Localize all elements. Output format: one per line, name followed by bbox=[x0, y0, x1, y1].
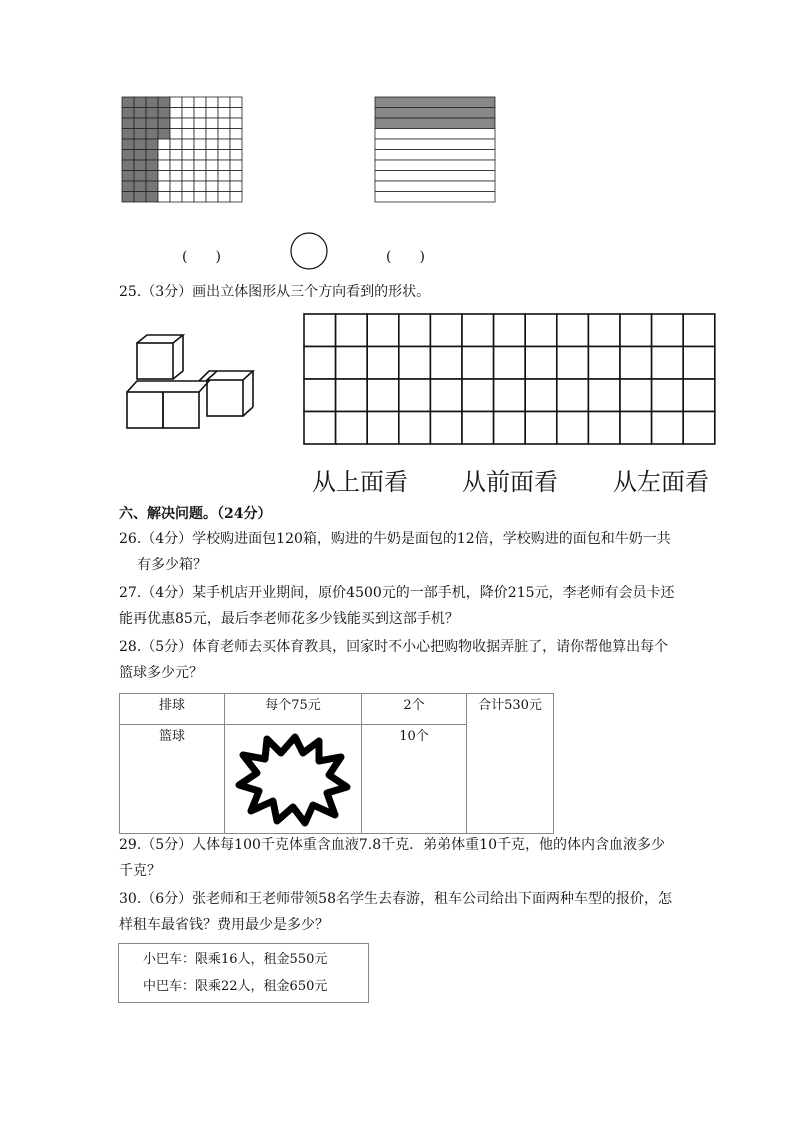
grid-cell[interactable] bbox=[494, 314, 526, 347]
cube-solid-figure bbox=[120, 330, 260, 430]
grid-cell[interactable] bbox=[430, 314, 462, 347]
stain-blot-icon bbox=[233, 729, 353, 829]
grid-cell[interactable] bbox=[367, 347, 399, 380]
grid-cell[interactable] bbox=[588, 379, 620, 412]
grid-cell[interactable] bbox=[367, 412, 399, 445]
view-label-top: 从上面看 bbox=[312, 468, 408, 496]
grid-cell[interactable] bbox=[462, 314, 494, 347]
grid-cell[interactable] bbox=[683, 412, 715, 445]
view-label-front: 从前面看 bbox=[462, 468, 558, 496]
grid-cell[interactable] bbox=[588, 412, 620, 445]
receipt-item-basketball: 篮球 bbox=[120, 725, 225, 834]
grid-cell[interactable] bbox=[683, 314, 715, 347]
small-bus-price: 小巴车：限乘16人，租金550元 bbox=[143, 952, 328, 967]
grid-cell[interactable] bbox=[399, 347, 431, 380]
grid-cell[interactable] bbox=[399, 314, 431, 347]
grid-cell[interactable] bbox=[494, 347, 526, 380]
grid-cell[interactable] bbox=[462, 347, 494, 380]
grid-cell[interactable] bbox=[557, 347, 589, 380]
grid-cell[interactable] bbox=[367, 314, 399, 347]
question-27-line1: 27.（4分）某手机店开业期间，原价4500元的一部手机，降价215元，李老师有会员卡还 bbox=[119, 585, 675, 601]
question-29-line2: 千克？ bbox=[119, 863, 161, 879]
receipt-price-volleyball: 每个75元 bbox=[225, 694, 362, 725]
question-30-line2: 样租车最省钱？费用最少是多少？ bbox=[119, 917, 329, 933]
grid-cell[interactable] bbox=[367, 379, 399, 412]
receipt-smudge-cell bbox=[225, 725, 362, 834]
grid-cell[interactable] bbox=[620, 379, 652, 412]
hundred-grid-figure bbox=[121, 96, 245, 203]
grid-cell[interactable] bbox=[399, 412, 431, 445]
striped-rectangle-figure bbox=[374, 96, 498, 203]
question-28-line2: 篮球多少元？ bbox=[119, 665, 203, 681]
receipt-qty-volleyball: 2个 bbox=[362, 694, 467, 725]
question-30-line1: 30.（6分）张老师和王老师带领58名学生去春游，租车公司给出下面两种车型的报价，怎 bbox=[119, 891, 672, 907]
grid-cell[interactable] bbox=[652, 314, 684, 347]
grid-cell[interactable] bbox=[525, 412, 557, 445]
grid-cell[interactable] bbox=[620, 314, 652, 347]
grid-cell[interactable] bbox=[525, 347, 557, 380]
grid-cell[interactable] bbox=[336, 379, 368, 412]
medium-bus-price: 中巴车：限乘22人，租金650元 bbox=[143, 979, 328, 994]
grid-cell[interactable] bbox=[652, 412, 684, 445]
grid-cell[interactable] bbox=[525, 379, 557, 412]
grid-cell[interactable] bbox=[336, 412, 368, 445]
bus-price-box bbox=[118, 943, 369, 1003]
receipt-item-volleyball: 排球 bbox=[120, 694, 225, 725]
grid-cell[interactable] bbox=[304, 347, 336, 380]
answer-paren-right: ( ) bbox=[386, 249, 425, 265]
grid-cell[interactable] bbox=[620, 347, 652, 380]
grid-cell[interactable] bbox=[304, 379, 336, 412]
grid-cell[interactable] bbox=[336, 347, 368, 380]
grid-cell[interactable] bbox=[399, 379, 431, 412]
grid-cell[interactable] bbox=[620, 412, 652, 445]
receipt-total: 合计530元 bbox=[467, 694, 554, 834]
grid-cell[interactable] bbox=[525, 314, 557, 347]
grid-cell[interactable] bbox=[430, 379, 462, 412]
grid-cell[interactable] bbox=[304, 412, 336, 445]
drawing-grid[interactable] bbox=[303, 313, 717, 446]
grid-cell[interactable] bbox=[588, 314, 620, 347]
compare-circle[interactable] bbox=[289, 231, 329, 271]
receipt-qty-basketball: 10个 bbox=[362, 725, 467, 834]
grid-cell[interactable] bbox=[462, 412, 494, 445]
grid-cell[interactable] bbox=[494, 412, 526, 445]
question-26-line1: 26.（4分）学校购进面包120箱，购进的牛奶是面包的12倍，学校购进的面包和牛奶一共 bbox=[119, 531, 671, 547]
grid-cell[interactable] bbox=[494, 379, 526, 412]
view-label-left: 从左面看 bbox=[613, 468, 709, 496]
grid-cell[interactable] bbox=[462, 379, 494, 412]
answer-paren-left: ( ) bbox=[182, 249, 221, 265]
section-heading: 六、解决问题。（24分） bbox=[119, 506, 272, 522]
question-27-line2: 能再优惠85元，最后李老师花多少钱能买到这部手机？ bbox=[119, 611, 459, 627]
grid-cell[interactable] bbox=[557, 379, 589, 412]
question-28-line1: 28.（5分）体育老师去买体育教具，回家时不小心把购物收据弄脏了，请你帮他算出每个 bbox=[119, 639, 669, 655]
question-29-line1: 29.（5分）人体每100千克体重含血液7.8千克．弟弟体重10千克，他的体内含血液多少 bbox=[119, 837, 665, 853]
grid-cell[interactable] bbox=[304, 314, 336, 347]
grid-cell[interactable] bbox=[652, 379, 684, 412]
grid-cell[interactable] bbox=[557, 314, 589, 347]
grid-cell[interactable] bbox=[683, 347, 715, 380]
question-25: 25.（3分）画出立体图形从三个方向看到的形状。 bbox=[119, 284, 431, 300]
grid-cell[interactable] bbox=[683, 379, 715, 412]
question-26-line2: 有多少箱？ bbox=[137, 557, 207, 573]
grid-cell[interactable] bbox=[336, 314, 368, 347]
grid-cell[interactable] bbox=[430, 412, 462, 445]
grid-cell[interactable] bbox=[588, 347, 620, 380]
receipt-table bbox=[119, 693, 554, 834]
grid-cell[interactable] bbox=[557, 412, 589, 445]
grid-cell[interactable] bbox=[430, 347, 462, 380]
grid-cell[interactable] bbox=[652, 347, 684, 380]
